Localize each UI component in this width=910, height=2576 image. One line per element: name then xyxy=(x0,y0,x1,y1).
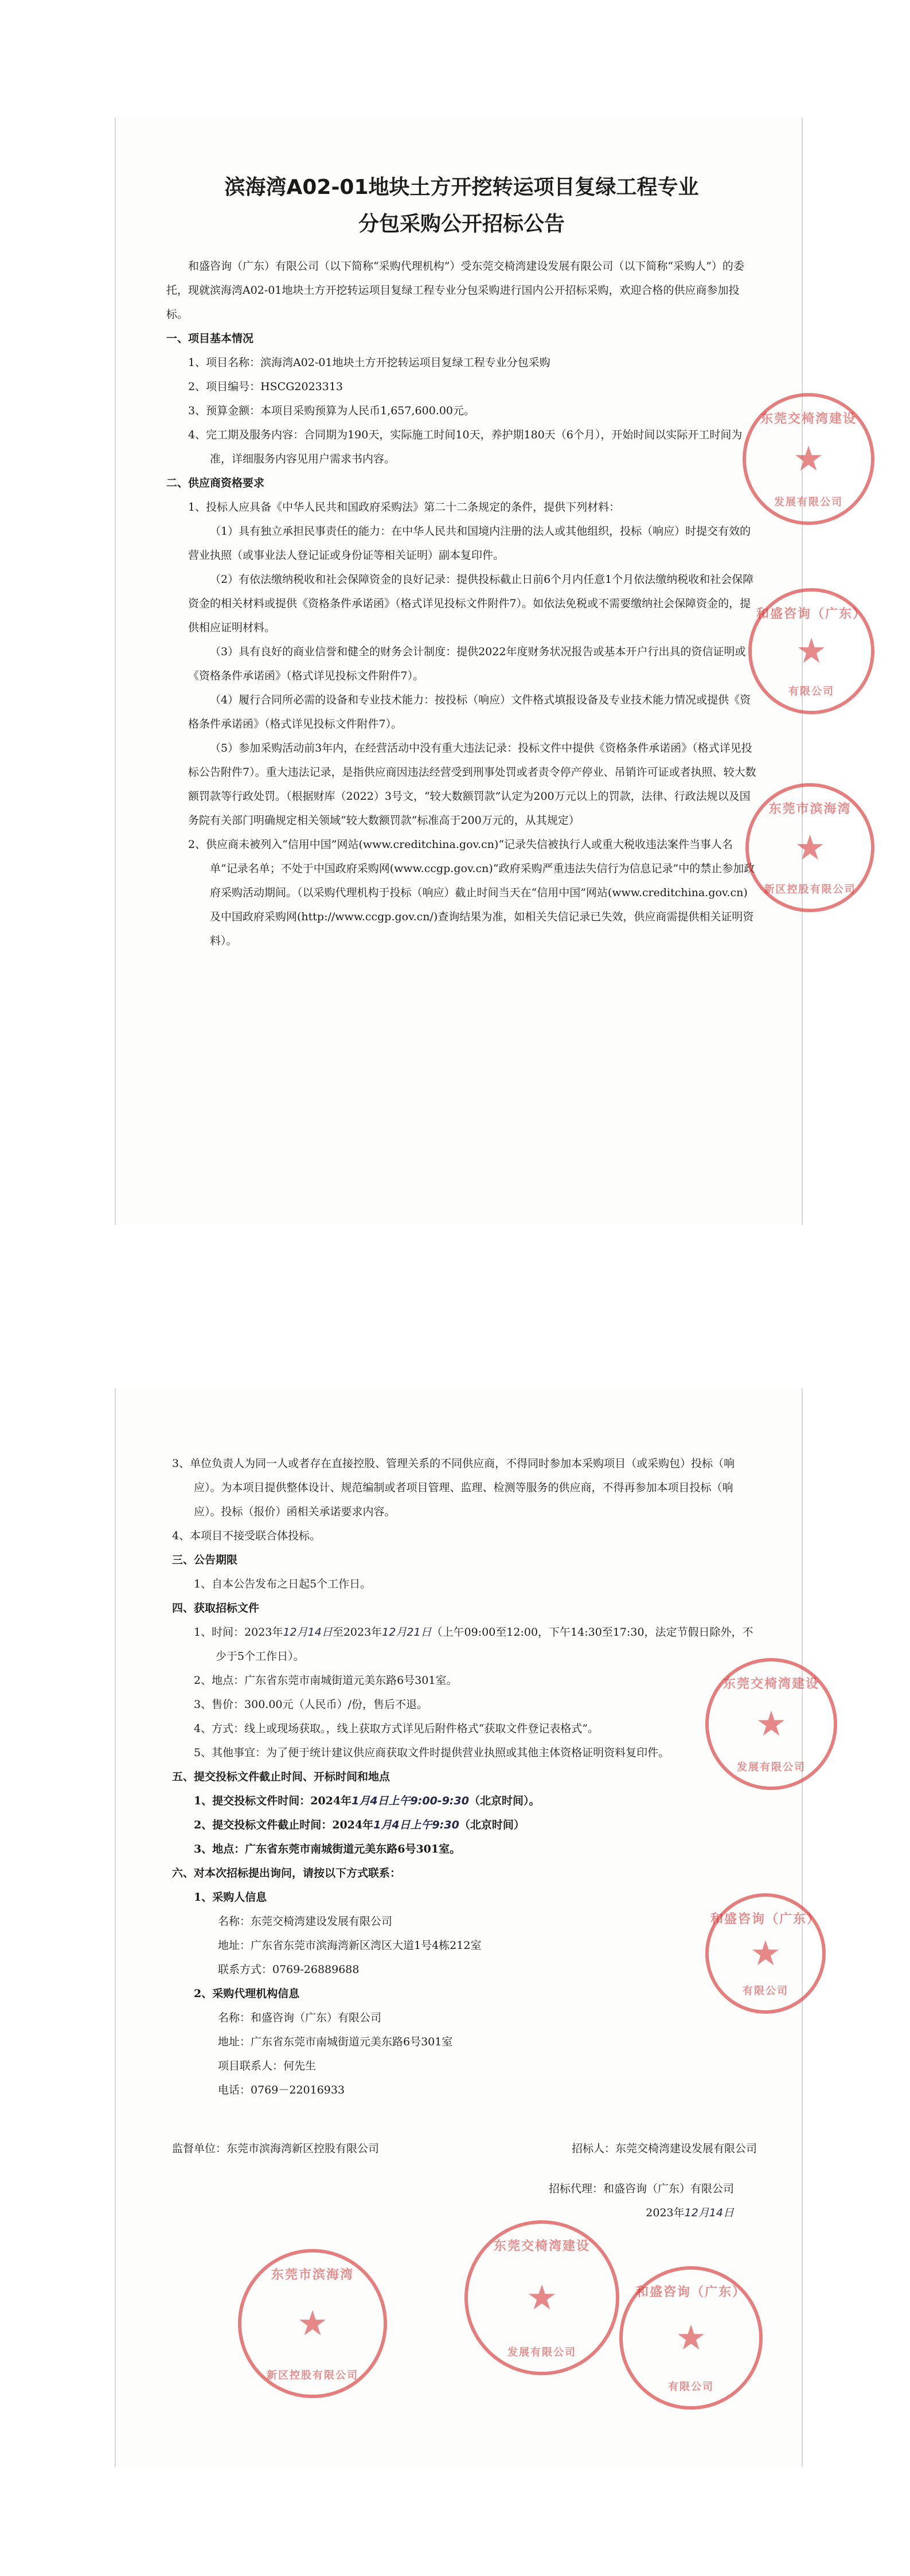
seal-text-top: 东莞市滨海湾 xyxy=(768,802,852,816)
seal-text-top: 和盛咨询（广东） xyxy=(635,2285,746,2299)
project-number: 2、项目编号：HSCG2023313 xyxy=(188,380,343,393)
seal-text-bottom: 发展有限公司 xyxy=(737,1761,806,1773)
qualification-item-1-2: （2）有依法缴纳税收和社会保障资金的良好记录：提供投标截止日前6个月内任意1个月依法缴纳税收和社会保障资金的相关材料或提供《资格条件承诺函》（格式详见投标文件附件7）。如依法免税或不需要缴纳社会保障资金的，提供相应证明材料。 xyxy=(188,573,754,634)
seal-star-icon: ★ xyxy=(796,631,827,671)
jiaoyi-seal-sign xyxy=(464,2220,619,2375)
obtain-time-suffix: （上午09:00至12:00，下午14:30至17:30，法定节假日除外，不少于5个工作日）。 xyxy=(216,1626,753,1663)
qualification-item-1-4: （4）履行合同所必需的设备和专业技术能力：按投标（响应）文件格式填报设备及专业技术能力情况或提供《资格条件承诺函》（格式详见投标文件附件7）。 xyxy=(188,694,751,730)
binhai-seal-p2 xyxy=(238,2249,387,2398)
seal-star-icon: ★ xyxy=(794,827,826,868)
obtain-price: 3、售价：300.00元（人民币）/份，售后不退。 xyxy=(194,1698,428,1711)
handwritten-deadline-time: 1月4日上午9:30 xyxy=(373,1819,459,1831)
handwritten-end-date: 12月21日 xyxy=(382,1626,432,1639)
section-heading-4: 四、获取招标文件 xyxy=(172,1602,260,1614)
submission-deadline xyxy=(172,1813,757,1837)
project-budget: 3、预算金额：本项目采购预算为人民币1,657,600.00元。 xyxy=(188,404,475,417)
obtain-time-mid: 至2023年 xyxy=(332,1626,382,1639)
handwritten-start-date: 12月14日 xyxy=(283,1626,333,1639)
supervisor-unit: 监督单位：东莞市滨海湾新区控股有限公司 xyxy=(172,2142,380,2155)
agency-name: 名称：和盛咨询（广东）有限公司 xyxy=(218,2011,382,2024)
seal-star-icon: ★ xyxy=(675,2318,706,2358)
notice-period: 1、自本公告发布之日起5个工作日。 xyxy=(194,1578,372,1590)
project-period: 4、完工期及服务内容：合同期为190天，实际施工时间10天，养护期180天（6个月），开始时间以实际开工时间为准，详细服务内容见用户需求书内容。 xyxy=(188,429,743,465)
seal-text-bottom: 有限公司 xyxy=(668,2381,714,2393)
qualification-item-4: 4、本项目不接受联合体投标。 xyxy=(172,1530,321,1542)
submission-time xyxy=(172,1789,757,1813)
submission-deadline-prefix: 2、提交投标文件截止时间：2024年 xyxy=(194,1819,374,1831)
seal-text-bottom: 有限公司 xyxy=(743,1985,788,1997)
intro-paragraph: 和盛咨询（广东）有限公司（以下简称“采购代理机构”）受东莞交椅湾建设发展有限公司（以下简称“采购人”）的委托，现就滨海湾A02-01地块土方开挖转运项目复绿工程专业分包采购进行国内公开招标采购，欢迎合格的供应商参加投标。 xyxy=(166,260,744,321)
obtain-method: 4、方式：线上或现场获取。，线上获取方式详见后附件格式“获取文件登记表格式”。 xyxy=(194,1722,599,1735)
signature-row xyxy=(172,2137,757,2161)
handwritten-submission-time: 1月4日上午9:00-9:30 xyxy=(351,1795,469,1807)
seal-text-top: 东莞交椅湾建设 xyxy=(760,412,857,426)
section-heading-6: 六、对本次招标提出询问，请按以下方式联系： xyxy=(172,1867,401,1880)
submission-deadline-suffix: （北京时间） xyxy=(459,1819,525,1831)
jiaoyi-seal-p1 xyxy=(743,393,874,525)
obtain-time xyxy=(172,1620,757,1668)
seal-text-top: 和盛咨询（广东） xyxy=(710,1912,821,1927)
jiaoyi-seal-p2 xyxy=(705,1658,837,1790)
binhai-seal-p1 xyxy=(745,783,874,912)
section-heading-2: 二、供应商资格要求 xyxy=(166,477,265,489)
signature-date xyxy=(172,2201,757,2225)
purchaser-phone: 联系方式：0769-26889688 xyxy=(218,1963,360,1976)
seal-text-top: 东莞交椅湾建设 xyxy=(493,2239,590,2254)
document-page-2 xyxy=(115,1388,821,2467)
submission-place: 3、地点：广东省东莞市南城街道元美东路6号301室。 xyxy=(194,1843,461,1855)
document-page-1 xyxy=(115,118,866,1225)
section-heading-1: 一、项目基本情况 xyxy=(166,332,254,345)
seal-text-bottom: 新区控股有限公司 xyxy=(267,2369,358,2382)
title-line-1: 滨海湾A02-01地块土方开挖转运项目复绿工程专业 xyxy=(224,176,699,199)
date-year: 2023年 xyxy=(646,2207,685,2219)
seal-text-top: 东莞交椅湾建设 xyxy=(722,1677,819,1691)
agency-contact-person: 项目联系人：何先生 xyxy=(218,2060,317,2072)
obtain-time-prefix: 1、时间：2023年 xyxy=(194,1626,283,1639)
agency-info-heading: 2、采购代理机构信息 xyxy=(194,1987,300,2000)
project-name: 1、项目名称：滨海湾A02-01地块土方开挖转运项目复绿工程专业分包采购 xyxy=(188,356,550,369)
obtain-other: 5、其他事宜：为了便于统计建议供应商获取文件时提供营业执照或其他主体资格证明资料复印件。 xyxy=(194,1746,670,1759)
qualification-item-1-5: （5）参加采购活动前3年内，在经营活动中没有重大违法记录：投标文件中提供《资格条件承诺函》（格式详见投标公告附件7）。重大违法记录，是指供应商因违法经营受到刑事处罚或者责令停产停业、吊销许可证或者执照、较大数额罚款等行政处罚。（根据财库（2022）3号文，“较大数额罚款”认定为200万元以上的罚款，法律、行政法规以及国务院有关部门明确规定相关领域“较大数额罚款”标准高于200万元的，从其规定） xyxy=(188,742,756,827)
purchaser-name: 名称：东莞交椅湾建设发展有限公司 xyxy=(218,1915,393,1928)
handwritten-date: 12月14日 xyxy=(684,2207,734,2219)
hesheng-seal-p1 xyxy=(748,588,874,714)
seal-text-top: 和盛咨询（广东） xyxy=(756,607,866,621)
submission-time-suffix: （北京时间）。 xyxy=(468,1795,540,1807)
qualification-item-1-3: （3）具有良好的商业信誉和健全的财务会计制度：提供2022年度财务状况报告或基本开户行出具的资信证明或《资格条件承诺函》（格式详见投标文件附件7）。 xyxy=(188,645,746,682)
title-line-2: 分包采购公开招标公告 xyxy=(358,212,565,236)
qualification-item-3: 3、单位负责人为同一人或者存在直接控股、管理关系的不同供应商，不得同时参加本采购项目（或采购包）投标（响应）。为本项目提供整体设计、规范编制或者项目管理、监理、检测等服务的供应商，不得再参加本项目投标（响应）。投标（报价）函相关承诺要求内容。 xyxy=(172,1457,735,1518)
obtain-place: 2、地点：广东省东莞市南城街道元美东路6号301室。 xyxy=(194,1674,458,1687)
agency-signature: 招标代理：和盛咨询（广东）有限公司 xyxy=(548,2182,734,2195)
agency-address: 地址：广东省东莞市南城街道元美东路6号301室 xyxy=(218,2036,453,2048)
seal-text-bottom: 有限公司 xyxy=(788,686,834,698)
seal-star-icon: ★ xyxy=(756,1704,787,1744)
purchaser-signature: 招标人：东莞交椅湾建设发展有限公司 xyxy=(571,2142,757,2155)
section-heading-3: 三、公告期限 xyxy=(172,1554,238,1566)
seal-text-top: 东莞市滨海湾 xyxy=(271,2268,354,2282)
qualification-item-1: 1、投标人应具备《中华人民共和国政府采购法》第二十二条规定的条件，提供下列材料： xyxy=(188,501,620,513)
seal-star-icon: ★ xyxy=(750,1933,781,1974)
seal-text-bottom: 新区控股有限公司 xyxy=(764,884,856,896)
seal-text-bottom: 发展有限公司 xyxy=(774,496,843,508)
page-edge-left xyxy=(115,1388,116,2467)
seal-star-icon: ★ xyxy=(297,2303,328,2344)
purchaser-address: 地址：广东省东莞市滨海湾新区湾区大道1号4栋212室 xyxy=(218,1939,482,1952)
seal-text-bottom: 发展有限公司 xyxy=(507,2347,576,2359)
section-heading-5: 五、提交投标文件截止时间、开标时间和地点 xyxy=(172,1770,390,1783)
hesheng-seal-sign xyxy=(619,2266,763,2410)
purchaser-info-heading: 1、采购人信息 xyxy=(194,1891,267,1904)
seal-star-icon: ★ xyxy=(526,2278,557,2318)
page-edge-left xyxy=(115,118,116,1225)
hesheng-seal-p2 xyxy=(705,1893,826,2014)
document-title xyxy=(166,169,757,243)
seal-star-icon: ★ xyxy=(793,439,824,479)
agency-phone: 电话：0769－22016933 xyxy=(218,2084,345,2096)
submission-time-prefix: 1、提交投标文件时间：2024年 xyxy=(194,1795,352,1807)
qualification-item-1-1: （1）具有独立承担民事责任的能力：在中华人民共和国境内注册的法人或其他组织，投标（响应）时提交有效的营业执照（或事业法人登记证或身份证等相关证明）副本复印件。 xyxy=(188,525,751,562)
qualification-item-2: 2、供应商未被列入“信用中国”网站(www.creditchina.gov.cn)“记录失信被执行人或重大税收违法案件当事人名单”记录名单；不处于中国政府采购网(www.ccgp.gov.cn)“政府采购严重违法失信行为信息记录”中的禁止参加政府采购活动期间。（以采购代理机构于投标（响应）截止时间当天在“信用中国”网站(www.creditchina.gov.cn)及中国政府采购网(http://www.ccgp.gov.cn/)查询结果为准，如相关失信记录已失效，供应商需提供相关证明资料）。 xyxy=(188,838,755,947)
